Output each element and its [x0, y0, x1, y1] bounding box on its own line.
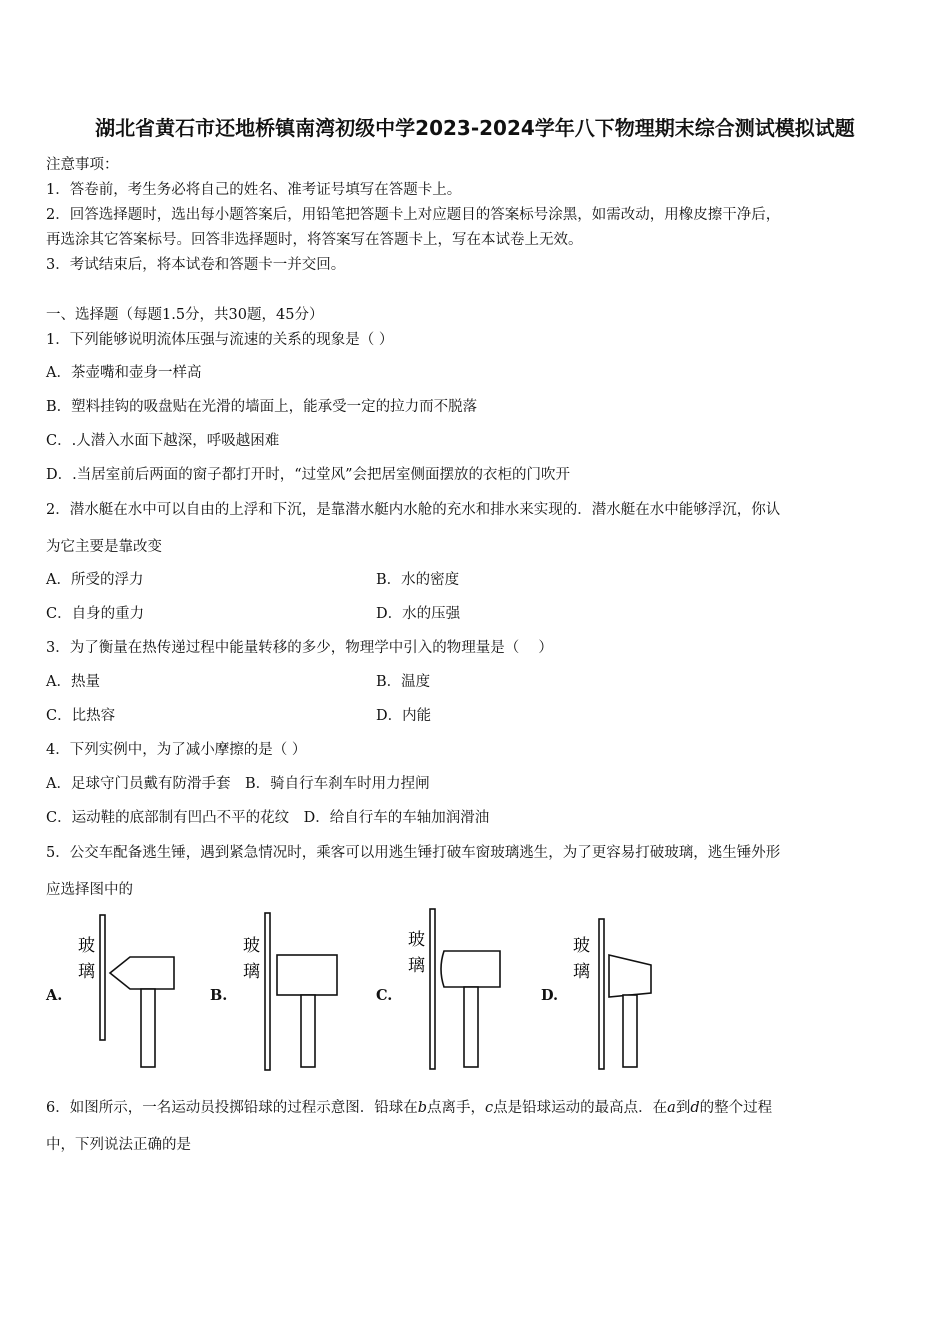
notice-item: 1．答卷前，考生务必将自己的姓名、准考证号填写在答题卡上。	[46, 182, 462, 198]
notice-item: 3．考试结束后，将本试卷和答题卡一并交回。	[46, 257, 346, 273]
question-3-option-c: C．比热容	[46, 708, 116, 724]
glass-label-1: 玻	[573, 936, 590, 956]
hammer-handle-icon	[464, 987, 478, 1067]
hammer-figure-b	[235, 905, 345, 1075]
notice-heading: 注意事项：	[46, 157, 119, 173]
question-3-option-b: B．温度	[376, 674, 431, 690]
glass-pane-icon	[599, 919, 604, 1069]
glass-pane-icon	[100, 915, 105, 1040]
flat-hammer-head-icon	[277, 955, 337, 995]
glass-label-2: 璃	[78, 962, 95, 982]
question-6-stem: 6．如图所示，一名运动员投掷铅球的过程示意图．铅球在b点离手，c点是铅球运动的最高点．在a到d的整个过程	[46, 1100, 773, 1116]
notice-item: 2．回答选择题时，选出每小题答案后，用铅笔把答题卡上对应题目的答案标号涂黑，如需改动，用橡皮擦干净后，	[46, 207, 781, 223]
question-6-stem-cont: 中，下列说法正确的是	[46, 1137, 191, 1153]
glass-label-1: 玻	[408, 930, 425, 950]
hammer-figure-c	[400, 905, 510, 1075]
point-c: c	[485, 1100, 494, 1116]
question-3-option-a: A．热量	[46, 674, 100, 690]
hammer-handle-icon	[623, 995, 637, 1067]
hammer-handle-icon	[301, 995, 315, 1067]
glass-pane-icon	[430, 909, 435, 1069]
hammer-figure-a	[70, 905, 180, 1075]
notice-item: 再选涂其它答案标号。回答非选择题时，将答案写在答题卡上，写在本试卷上无效。	[46, 232, 583, 248]
glass-label-2: 璃	[573, 962, 590, 982]
hammer-figure-d	[565, 905, 675, 1075]
question-3-stem: 3．为了衡量在热传递过程中能量转移的多少，物理学中引入的物理量是（ ）	[46, 640, 553, 656]
question-5-stem-cont: 应选择图中的	[46, 882, 133, 898]
question-4-options-cd: C．运动鞋的底部制有凹凸不平的花纹 D．给自行车的车轴加润滑油	[46, 810, 490, 826]
question-4-stem: 4．下列实例中，为了减小摩擦的是（ ）	[46, 742, 307, 758]
figure-a-label: A.	[46, 987, 63, 1004]
point-d: d	[690, 1100, 700, 1116]
question-1-option-c: C．.人潜入水面下越深，呼吸越困难	[46, 433, 280, 449]
figure-c-label: C.	[376, 987, 393, 1004]
glass-pane-icon	[265, 913, 270, 1070]
question-5-stem: 5．公交车配备逃生锤，遇到紧急情况时，乘客可以用逃生锤打破车窗玻璃逃生，为了更容易打破玻璃，逃生锤外形	[46, 845, 781, 861]
glass-label-2: 璃	[408, 956, 425, 976]
point-b: b	[417, 1100, 428, 1116]
tapered-hammer-head-icon	[609, 955, 651, 997]
question-2-stem: 2．潜水艇在水中可以自由的上浮和下沉，是靠潜水艇内水舱的充水和排水来实现的．潜水艇在水中能够浮沉，你认	[46, 502, 781, 518]
question-2-stem-cont: 为它主要是靠改变	[46, 539, 162, 555]
question-4-options-ab: A．足球守门员戴有防滑手套 B．骑自行车刹车时用力捏闸	[46, 776, 430, 792]
glass-label-1: 玻	[243, 936, 260, 956]
point-a: a	[667, 1100, 676, 1116]
section-heading: 一、选择题（每题1.5分，共30题，45分）	[46, 307, 324, 323]
glass-label-1: 玻	[78, 936, 95, 956]
question-1-stem: 1．下列能够说明流体压强与流速的关系的现象是（ ）	[46, 332, 394, 348]
question-2-option-a: A．所受的浮力	[46, 572, 144, 588]
rounded-hammer-head-icon	[441, 951, 500, 987]
glass-label-2: 璃	[243, 962, 260, 982]
exam-title: 湖北省黄石市还地桥镇南湾初级中学2023-2024学年八下物理期末综合测试模拟试题	[95, 116, 855, 140]
question-2-option-d: D．水的压强	[376, 606, 461, 622]
question-2-option-c: C．自身的重力	[46, 606, 145, 622]
question-2-option-b: B．水的密度	[376, 572, 460, 588]
question-1-option-a: A．茶壶嘴和壶身一样高	[46, 365, 202, 381]
figure-b-label: B.	[210, 987, 228, 1004]
question-3-option-d: D．内能	[376, 708, 432, 724]
pointed-hammer-head-icon	[110, 957, 174, 989]
hammer-handle-icon	[141, 989, 155, 1067]
question-1-option-d: D．.当居室前后两面的窗子都打开时，“过堂风”会把居室侧面摆放的衣柜的门吹开	[46, 467, 571, 483]
question-1-option-b: B．塑料挂钩的吸盘贴在光滑的墙面上，能承受一定的拉力而不脱落	[46, 399, 478, 415]
hammer-figures	[0, 905, 950, 1075]
figure-d-label: D.	[541, 987, 559, 1004]
